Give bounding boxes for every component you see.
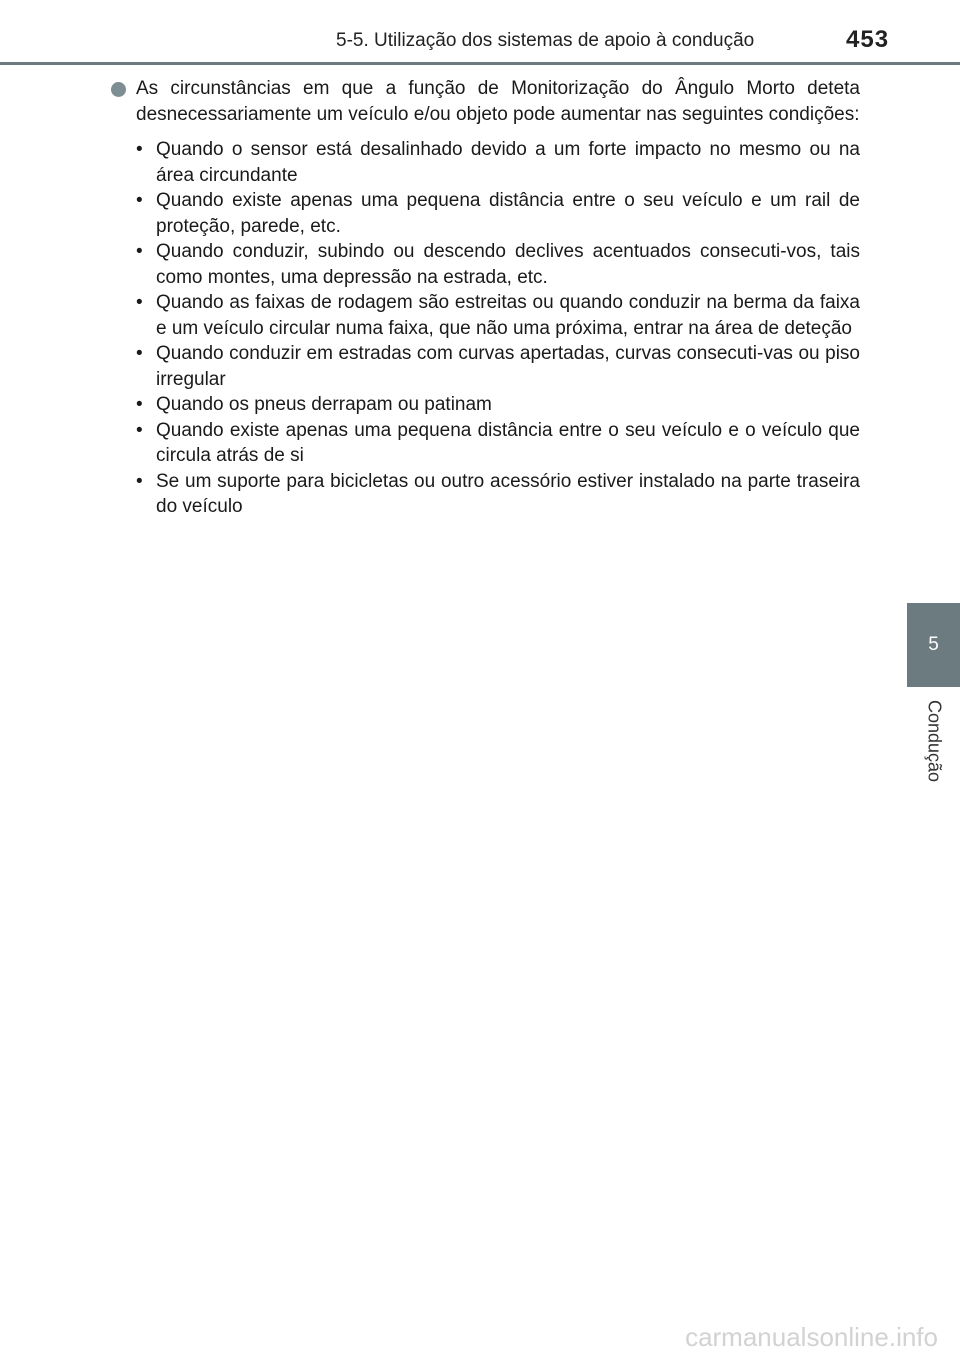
chapter-label xyxy=(921,700,947,800)
list-item-text: Se um suporte para bicicletas ou outro acessório estiver instalado na parte traseira do veículo xyxy=(156,470,860,517)
list-item xyxy=(108,418,860,469)
list-item xyxy=(108,392,860,418)
round-bullet-icon xyxy=(111,82,126,97)
page-number: 453 xyxy=(846,26,890,53)
page-header xyxy=(0,0,960,64)
list-item xyxy=(108,290,860,341)
bullet-dot: • xyxy=(136,292,143,313)
list-item xyxy=(108,341,860,392)
intro-text: As circunstâncias em que a função de Monitorização do Ângulo Morto deteta desnecessariamente um veículo e/ou objeto pode aumentar nas seguintes condições: xyxy=(136,78,860,125)
list-item-text: Quando os pneus derrapam ou patinam xyxy=(156,394,492,415)
list-item xyxy=(108,137,860,188)
list-item xyxy=(108,239,860,290)
watermark: carmanualsonline.info xyxy=(685,1322,938,1352)
list-item-text: Quando conduzir em estradas com curvas apertadas, curvas consecuti-vas ou piso irregular xyxy=(156,343,860,390)
list-item xyxy=(108,469,860,520)
list-item-text: Quando conduzir, subindo ou descendo declives acentuados consecuti-vos, tais como montes, uma depressão na estrada, etc. xyxy=(156,241,860,288)
header-divider xyxy=(0,62,960,65)
chapter-tab xyxy=(907,603,960,687)
bullet-dot: • xyxy=(136,470,143,492)
intro-paragraph xyxy=(108,76,860,127)
bullet-dot: • xyxy=(136,190,143,211)
list-item-text: Quando existe apenas uma pequena distância entre o seu veículo e o veículo que circula atrás de si xyxy=(156,419,860,466)
bullet-dot: • xyxy=(136,241,143,262)
list-item xyxy=(108,188,860,239)
condition-list xyxy=(108,137,860,520)
section-title: 5-5. Utilização dos sistemas de apoio à condução xyxy=(336,30,755,51)
bullet-dot: • xyxy=(136,343,143,364)
bullet-dot: • xyxy=(136,139,143,160)
bullet-dot: • xyxy=(136,394,143,415)
list-item-text: Quando existe apenas uma pequena distância entre o seu veículo e um rail de proteção, parede, etc. xyxy=(156,190,860,237)
bullet-dot: • xyxy=(136,419,143,441)
list-item-text: Quando as faixas de rodagem são estreitas ou quando conduzir na berma da faixa e um veículo circular numa faixa, que não uma próxima, entrar na área de deteção xyxy=(156,292,860,339)
page-content xyxy=(108,76,860,520)
chapter-number: 5 xyxy=(928,634,939,655)
chapter-label-text: Condução xyxy=(924,700,945,783)
list-item-text: Quando o sensor está desalinhado devido a um forte impacto no mesmo ou na área circundante xyxy=(156,139,860,186)
